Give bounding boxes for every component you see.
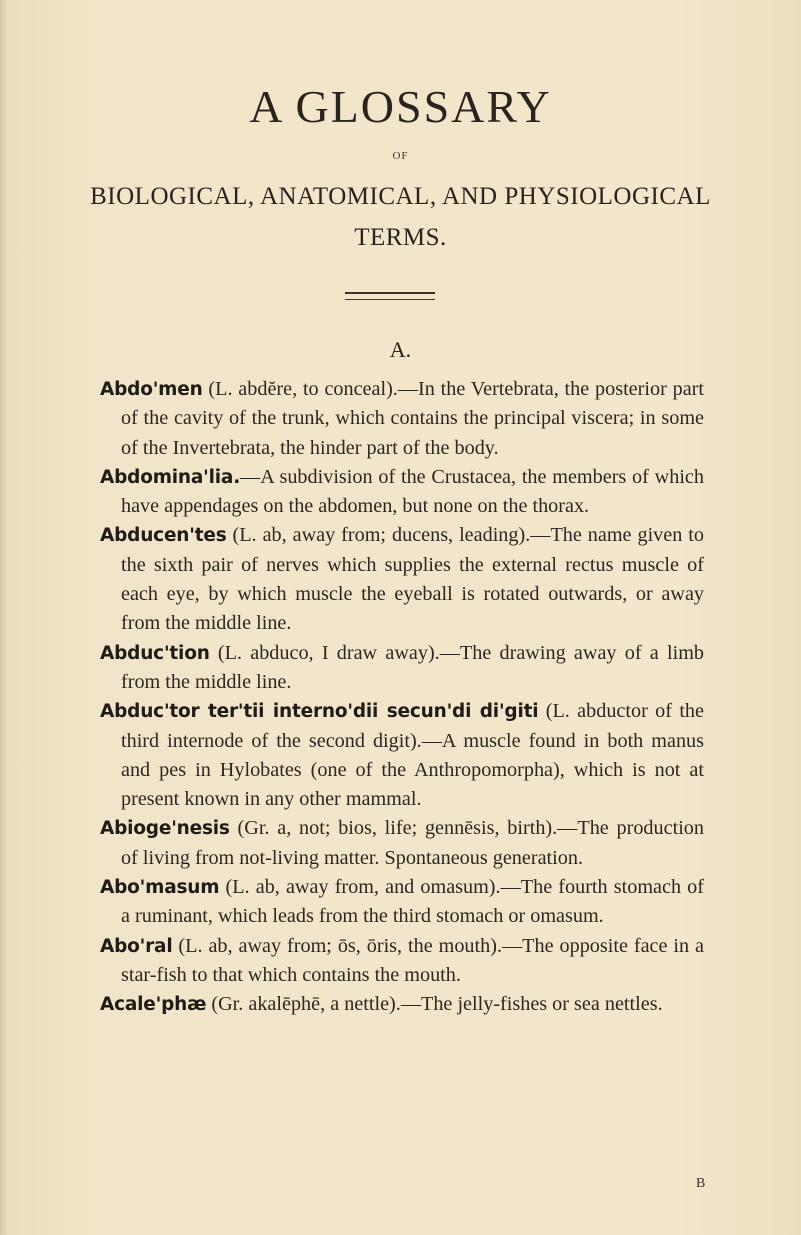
page-title: A GLOSSARY [249, 81, 552, 132]
title-divider [345, 292, 435, 300]
glossary-entries [100, 375, 704, 1020]
entry-definition: (L. abdĕre, to conceal).—In the Vertebrata, the posterior part of the cavity of the trunk, which contains the principal viscera; in some of the Invertebrata, the hinder part of the body. [121, 378, 704, 459]
page-subtitle: BIOLOGICAL, ANATOMICAL, AND PHYSIOLOGICAL [90, 183, 711, 210]
entry-definition: (L. abductor of the third internode of the second digit).—A muscle found in both manus and pes in Hylobates (one of the Anthropomorpha), which is not at present known in any other mammal. [121, 700, 704, 811]
glossary-entry [100, 990, 704, 1019]
entry-definition: (L. ab, away from; ducens, leading).—The name given to the sixth pair of nerves which supplies the external rectus muscle of each eye, by which muscle the eyeball is rotated outwards, or away from the middle line. [121, 524, 704, 635]
glossary-entry [100, 639, 704, 698]
glossary-entry [100, 463, 704, 522]
glossary-entry [100, 521, 704, 638]
entry-definition: (Gr. akalēphē, a nettle).—The jelly-fishes or sea nettles. [206, 993, 663, 1016]
entry-term: Abduc'tion [100, 642, 210, 664]
entry-term: Abdomina'lia. [100, 466, 241, 488]
entry-term: Abducen'tes [100, 525, 227, 547]
entry-term: Acale'phæ [100, 994, 207, 1016]
page-subtitle-continued: TERMS. [354, 224, 447, 251]
entry-term: Abo'ral [100, 935, 173, 957]
section-heading: A. [389, 337, 412, 362]
entry-definition: (L. ab, away from, and omasum).—The fourth stomach of a ruminant, which leads from the third stomach or omasum. [121, 876, 704, 928]
glossary-entry [100, 873, 704, 932]
entry-term: Abioge'nesis [100, 818, 230, 840]
title-connector: OF [392, 150, 409, 162]
glossary-entry [100, 375, 704, 463]
entry-definition: (L. ab, away from; ōs, ōris, the mouth).—The opposite face in a star-fish to that which contains the mouth. [121, 934, 704, 986]
glossary-entry [100, 932, 704, 991]
glossary-entry [100, 814, 704, 873]
glossary-entry [100, 697, 704, 814]
signature-mark: B [696, 1176, 706, 1191]
entry-term: Abdo'men [100, 379, 203, 400]
entry-term: Abo'masum [100, 877, 220, 899]
entry-definition: (Gr. a, not; bios, life; gennēsis, birth).—The production of living from not-living matter. Spontaneous generation. [121, 817, 704, 869]
entry-term: Abduc'tor ter'tii interno'dii secun'di di'giti [100, 701, 539, 723]
entry-definition: —A subdivision of the Crustacea, the members of which have appendages on the abdomen, but none on the thorax. [121, 465, 704, 518]
entry-definition: (L. abduco, I draw away).—The drawing away of a limb from the middle line. [121, 641, 704, 693]
